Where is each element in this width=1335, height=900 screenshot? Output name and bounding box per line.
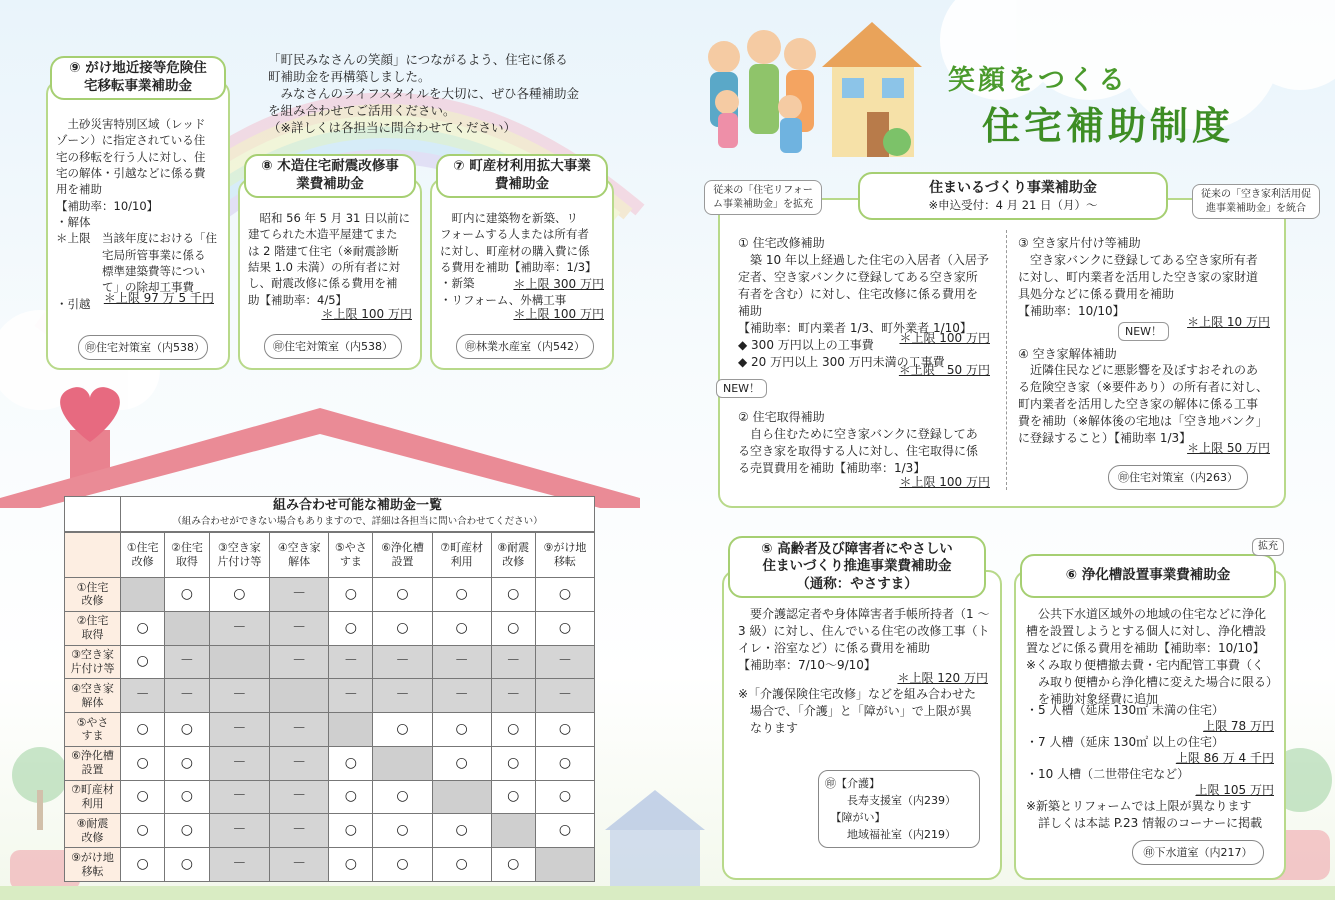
card-seismic-retrofit-dept: ㊞住宅対策室（内538） — [264, 334, 402, 359]
combo-cell: － — [209, 679, 270, 713]
combo-cell: － — [432, 679, 491, 713]
combo-cell: － — [165, 679, 209, 713]
combo-cell: ○ — [491, 713, 535, 747]
combo-cell: ○ — [373, 814, 432, 848]
combo-cell: ○ — [491, 780, 535, 814]
badge-expanded: 拡充 — [1252, 538, 1284, 556]
septic-tier-label: ・10 人槽（二世帯住宅など） — [1026, 767, 1190, 781]
combo-cell: ○ — [165, 780, 209, 814]
combo-cell: ○ — [329, 780, 373, 814]
combo-cell — [121, 578, 165, 612]
card-local-timber-limit-reform: ＊上限 100 万円 — [513, 307, 604, 321]
combo-cell: － — [329, 679, 373, 713]
combo-cell: ○ — [165, 578, 209, 612]
card-septic-tank-dept: ㊞下水道室（内217） — [1132, 840, 1264, 865]
combo-row-header: ⑥浄化槽 設置 — [65, 746, 121, 780]
intro-line: 「町民みなさんの笑顔」につながるよう、住宅に係る — [268, 52, 568, 67]
combo-cell — [329, 713, 373, 747]
combo-cell: － — [121, 679, 165, 713]
combo-row — [65, 578, 595, 612]
card-septic-tank-footer: ※新築とリフォームでは上限が異なります 詳しくは本誌 P.23 情報のコーナーに掲載 — [1026, 799, 1263, 831]
septic-tier-label: ・5 人槽（延床 130㎡ 未満の住宅） — [1026, 703, 1224, 717]
combo-cell: － — [165, 645, 209, 679]
combo-cell: ○ — [491, 578, 535, 612]
card-cliff-relocation-dept: ㊞住宅対策室（内538） — [78, 335, 208, 360]
combo-cell: － — [209, 611, 270, 645]
item-house-acquisition-limit: ＊上限 100 万円 — [899, 475, 990, 489]
combo-row — [65, 713, 595, 747]
card-local-timber-dept: ㊞林業水産室（内542） — [456, 334, 594, 359]
combo-cell: ○ — [329, 848, 373, 882]
card-yasasuma-limit: ＊上限 120 万円 — [897, 671, 988, 685]
card-septic-tank-body: 公共下水道区域外の地域の住宅などに浄化 槽を設置しようとする個人に対し、浄化槽設 置などに係る費用を補助【補助率：10/10】 ※くみ取り便槽撤去費・宅内配管工事費（く み取り便槽から浄化槽に変えた場合に限る） を補助対象経費に追加 — [1026, 607, 1279, 707]
combo-cell: ○ — [121, 645, 165, 679]
combo-row — [65, 814, 595, 848]
item-vacancy-cleanup-limit: ＊上限 10 万円 — [1187, 315, 1270, 329]
combo-row-header: ⑦町産材 利用 — [65, 780, 121, 814]
combo-title-box — [120, 496, 595, 532]
divider — [1006, 230, 1007, 490]
combo-corner — [65, 533, 121, 578]
card-yasasuma-dept: ㊞【介護】 長寿支援室（内239） 【障がい】 地域福祉室（内219） — [818, 770, 980, 848]
intro-line: 町補助金を再構築しました。 — [268, 68, 431, 84]
intro-line: を組み合わせてご活用ください。 — [268, 102, 456, 118]
combo-col-header: ⑥浄化槽 設置 — [373, 533, 432, 578]
combo-wall-left — [64, 496, 120, 532]
combo-cell: － — [270, 611, 329, 645]
intro-line: みなさんのライフスタイルを大切に、ぜひ各種補助金 — [268, 85, 580, 101]
combo-row-header: ②住宅 取得 — [65, 611, 121, 645]
combo-cell: ○ — [165, 848, 209, 882]
family-house-illustration — [692, 12, 942, 162]
item-house-renovation-title: ① 住宅改修補助 — [738, 236, 825, 250]
combo-cell: ○ — [121, 713, 165, 747]
item-vacancy-cleanup-body: 空き家バンクに登録してある空き家所有者 に対し、町内業者を活用した空き家の家財道 具処分などに係る費用を補助 【補助率：10/10】 — [1018, 253, 1259, 319]
card-smile-housing-dept: ㊞住宅対策室（内263） — [1108, 465, 1248, 490]
note-vacancy-merged: 従来の「空き家利活用促 進事業補助金」を統合 — [1192, 184, 1320, 219]
combo-cell: ○ — [535, 780, 594, 814]
septic-tier-label: ・7 人槽（延床 130㎡ 以上の住宅） — [1026, 735, 1224, 749]
page-subtitle: 笑顔をつくる — [948, 65, 1128, 96]
combo-row-header: ④空き家 解体 — [65, 679, 121, 713]
combo-row-header: ⑧耐震 改修 — [65, 814, 121, 848]
combo-cell: ○ — [329, 746, 373, 780]
combo-cell: ○ — [535, 814, 594, 848]
combo-cell: － — [270, 578, 329, 612]
combo-col-header: ①住宅 改修 — [121, 533, 165, 578]
card-local-timber-limit-new: ＊上限 300 万円 — [513, 277, 604, 291]
card-seismic-retrofit-body: 昭和 56 年 5 月 31 日以前に 建てられた木造平屋建てまた は 2 階建て住宅（※耐震診断 結果 1.0 未満）の所有者に対 し、耐震改修に係る費用を補 助【補助率：4/5】 — [248, 211, 411, 307]
combo-cell: ○ — [373, 780, 432, 814]
combo-cell — [270, 679, 329, 713]
card-smile-housing-title: 住まいるづくり事業補助金 — [929, 180, 1097, 197]
item-house-renovation-limit-1: ＊上限 100 万円 — [899, 331, 990, 345]
combo-cell: ○ — [329, 578, 373, 612]
card-septic-tank-heading: ⑥ 浄化槽設置事業費補助金 — [1020, 554, 1276, 598]
combo-cell: － — [329, 645, 373, 679]
combo-cell: ○ — [432, 713, 491, 747]
combo-cell: ○ — [329, 814, 373, 848]
item-house-renovation-body: 築 10 年以上経過した住宅の入居者（入居予 定者、空き家バンクに登録してある空き家所 有者を含む）に対し、住宅改修に係る費用を 補助 【補助率：町内業者 1/3、町外業者 1/10】 ◆ 300 万円以上の工事費 ◆ 20 万円以上 300 万円未満の工事費 — [738, 253, 989, 370]
combo-cell — [432, 780, 491, 814]
combo-row — [65, 645, 595, 679]
combo-cell: － — [209, 814, 270, 848]
combo-cell: ○ — [373, 848, 432, 882]
combo-cell: ○ — [121, 814, 165, 848]
badge-new-demolition: NEW！ — [1118, 322, 1169, 341]
card-local-timber-body: 町内に建築物を新築、リ フォームする人または所有者 に対し、町産材の購入費に係 る費用を補助【補助率：1/3】 ・新築 ・リフォーム、外構工事 — [440, 211, 597, 307]
combo-cell: － — [432, 645, 491, 679]
item-vacancy-cleanup-title: ③ 空き家片付け等補助 — [1018, 236, 1141, 250]
card-seismic-retrofit-heading: ⑧ 木造住宅耐震改修事 業費補助金 — [244, 154, 416, 198]
combo-row — [65, 611, 595, 645]
combo-col-header: ⑦町産材 利用 — [432, 533, 491, 578]
combo-col-header: ③空き家 片付け等 — [209, 533, 270, 578]
combo-cell: ○ — [121, 611, 165, 645]
combo-cell: ○ — [535, 746, 594, 780]
combo-cell: ○ — [491, 611, 535, 645]
combo-cell: － — [535, 645, 594, 679]
item-vacancy-demolition-limit: ＊上限 50 万円 — [1187, 441, 1270, 455]
badge-new-acquisition: NEW！ — [716, 379, 767, 398]
septic-tier-limit: 上限 86 万 4 千円 — [1175, 751, 1274, 765]
combo-cell: ○ — [432, 611, 491, 645]
combo-cell: ○ — [165, 746, 209, 780]
combo-cell — [165, 611, 209, 645]
combo-col-header: ⑧耐震 改修 — [491, 533, 535, 578]
combo-cell: － — [209, 746, 270, 780]
combo-cell: ○ — [373, 611, 432, 645]
combo-cell: － — [491, 645, 535, 679]
combo-cell: ○ — [121, 848, 165, 882]
combo-cell: ○ — [432, 814, 491, 848]
combo-cell: － — [270, 645, 329, 679]
combo-cell: ○ — [535, 611, 594, 645]
combo-cell: － — [270, 848, 329, 882]
combo-col-header: ②住宅 取得 — [165, 533, 209, 578]
item-vacancy-demolition-body: 近隣住民などに悪影響を及ぼすおそれのあ る危険空き家（※要件あり）の所有者に対し、 町内業者を活用した空き家の解体に係る工事 費を補助（※解体後の宅地は「空き地バンク」 に登録すること）【補助率 1/3】 — [1018, 363, 1269, 446]
combo-cell: － — [209, 848, 270, 882]
combo-cell: ○ — [535, 578, 594, 612]
combo-cell: ○ — [432, 578, 491, 612]
card-smile-housing-heading — [858, 172, 1168, 220]
intro-text — [268, 52, 628, 136]
combo-cell: ○ — [491, 746, 535, 780]
combo-cell: － — [270, 780, 329, 814]
page-title: 住宅補助制度 — [982, 104, 1235, 148]
combo-cell: ○ — [535, 713, 594, 747]
combo-cell: － — [373, 679, 432, 713]
combo-cell: ○ — [432, 848, 491, 882]
combo-row — [65, 780, 595, 814]
septic-tier-limit: 上限 105 万円 — [1195, 783, 1274, 797]
combo-row-header: ⑤やさ すま — [65, 713, 121, 747]
combo-cell: ○ — [209, 578, 270, 612]
combo-col-header: ⑤やさ すま — [329, 533, 373, 578]
combo-col-header: ④空き家 解体 — [270, 533, 329, 578]
card-cliff-relocation-body: 土砂災害特別区域（レッド ゾーン）に指定されている住 宅の移転を行う人に対し、住 宅の解体・引越などに係る費 用を補助 【補助率：10/10】 ・解体 ＊上限 当該年度における「住 宅局所管事業に係る 標準建築費等につい て」の除却工事費 ・引越 — [56, 117, 217, 311]
note-reform-expanded: 従来の「住宅リフォー ム事業補助金」を拡充 — [704, 180, 822, 215]
combo-row — [65, 746, 595, 780]
combo-cell: ○ — [491, 848, 535, 882]
combo-cell: ○ — [432, 746, 491, 780]
combo-cell: － — [270, 746, 329, 780]
card-local-timber-heading: ⑦ 町産材利用拡大事業 費補助金 — [436, 154, 608, 198]
combo-col-header: ⑨がけ地 移転 — [535, 533, 594, 578]
card-yasasuma-note: ※「介護保険住宅改修」などを組み合わせた 場合で、「介護」と「障がい」で上限が異 なります — [738, 687, 977, 736]
card-cliff-relocation-heading: ⑨ がけ地近接等危険住 宅移転事業補助金 — [50, 56, 226, 100]
card-smile-housing-period: ※申込受付：4 月 21 日（月）～ — [928, 197, 1098, 212]
combo-cell: ○ — [121, 780, 165, 814]
ground-strip — [0, 886, 1335, 900]
combo-title: 組み合わせ可能な補助金一覧 — [272, 498, 442, 513]
combo-subtitle: （組み合わせができない場合もありますので、詳細は各担当に問い合わせてください） — [172, 516, 543, 527]
combo-cell — [491, 814, 535, 848]
combo-cell — [373, 746, 432, 780]
combo-cell: － — [209, 780, 270, 814]
combo-cell — [535, 848, 594, 882]
combo-row — [65, 679, 595, 713]
card-seismic-retrofit-limit: ＊上限 100 万円 — [321, 307, 412, 321]
card-yasasuma-body: 要介護認定者や身体障害者手帳所持者（1 ～ 3 級）に対し、住んでいる住宅の改修工事（ト イレ・浴室など）に係る費用を補助 【補助率：7/10～9/10】 — [738, 607, 990, 673]
item-house-acquisition-body: 自ら住むために空き家バンクに登録してあ る空き家を取得する人に対し、住宅取得に係 る売買費用を補助【補助率：1/3】 — [738, 427, 979, 476]
combo-row-header: ①住宅 改修 — [65, 578, 121, 612]
card-cliff-relocation-limit: ＊上限 97 万 5 千円 — [103, 291, 214, 305]
combo-cell: － — [209, 713, 270, 747]
combo-cell: － — [373, 645, 432, 679]
combo-cell — [209, 645, 270, 679]
combo-row-header: ⑨がけ地 移転 — [65, 848, 121, 882]
combo-cell: － — [535, 679, 594, 713]
combo-cell: － — [270, 713, 329, 747]
item-vacancy-demolition-title: ④ 空き家解体補助 — [1018, 347, 1117, 361]
intro-line: （※詳しくは各担当に問合わせてください） — [268, 119, 516, 135]
combo-cell: ○ — [373, 713, 432, 747]
combo-cell: ○ — [165, 814, 209, 848]
combo-cell: ○ — [165, 713, 209, 747]
combo-cell: － — [491, 679, 535, 713]
item-house-renovation-limit-2: ＊上限 50 万円 — [898, 363, 990, 377]
combo-cell: ○ — [329, 611, 373, 645]
combo-row — [65, 848, 595, 882]
roof-illustration — [0, 380, 640, 510]
combo-cell: ○ — [373, 578, 432, 612]
item-house-acquisition-title: ② 住宅取得補助 — [738, 410, 825, 424]
combo-cell: ○ — [121, 746, 165, 780]
combo-cell: － — [270, 814, 329, 848]
card-yasasuma-heading: ⑤ 高齢者及び障害者にやさしい 住まいづくり推進事業費補助金 （通称：やさすま） — [728, 536, 986, 598]
septic-tier-limit: 上限 78 万円 — [1203, 719, 1274, 733]
combo-row-header: ③空き家 片付け等 — [65, 645, 121, 679]
combo-table — [64, 532, 595, 882]
